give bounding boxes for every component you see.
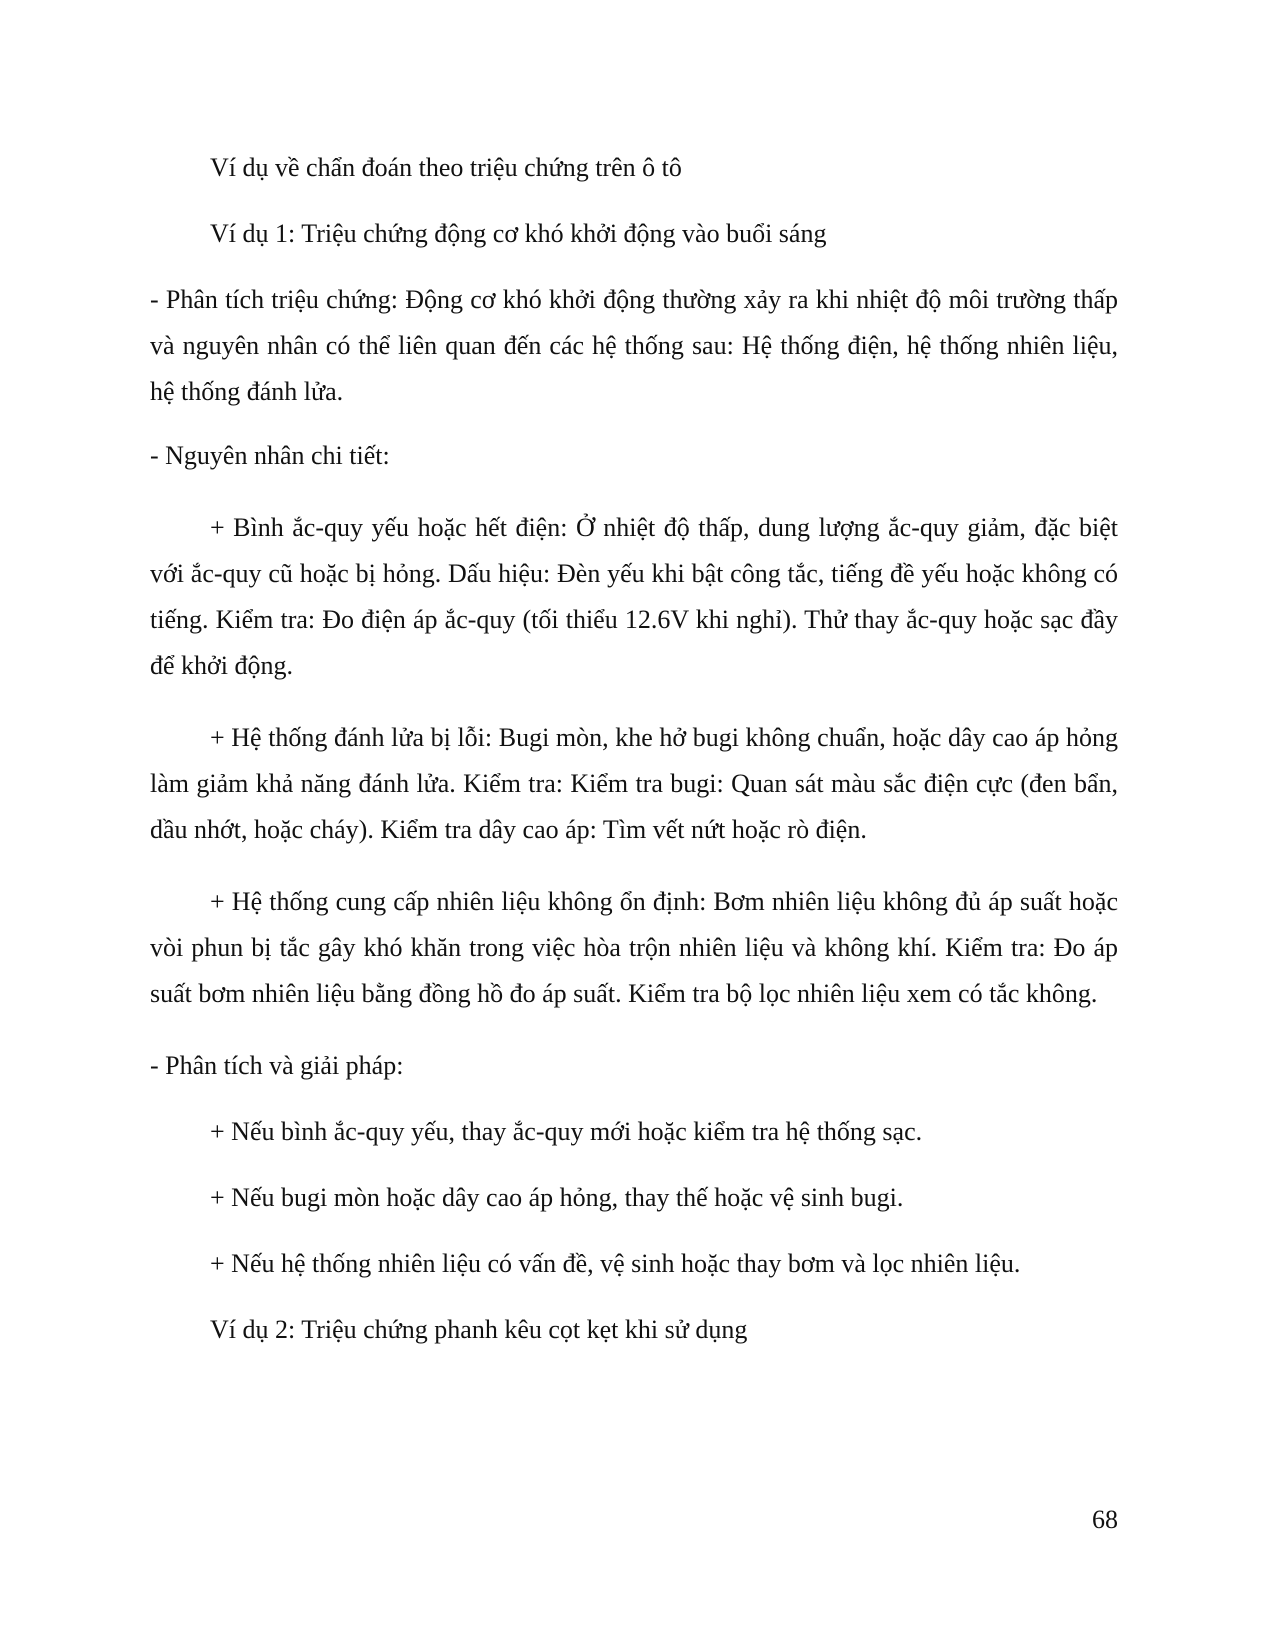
solution-battery-item: + Nếu bình ắc-quy yếu, thay ắc-quy mới hoặc kiểm tra hệ thống sạc. (210, 1117, 923, 1146)
cause-battery-paragraph: + Bình ắc-quy yếu hoặc hết điện: Ở nhiệt độ thấp, dung lượng ắc-quy giảm, đặc biệt với ắc-quy cũ hoặc bị hỏng. Dấu hiệu: Đèn yếu khi bật công tắc, tiếng đề yếu hoặc không có tiếng. Kiểm tra: Đo điện áp ắc-quy (tối thiểu 12.6V khi nghỉ). Thử thay ắc-quy hoặc sạc đầy để khởi động. (150, 513, 1118, 680)
example-2-title: Ví dụ 2: Triệu chứng phanh kêu cọt kẹt khi sử dụng (210, 1315, 748, 1344)
section-heading: Ví dụ về chẩn đoán theo triệu chứng trên ô tô (210, 153, 682, 182)
cause-ignition-paragraph: + Hệ thống đánh lửa bị lỗi: Bugi mòn, khe hở bugi không chuẩn, hoặc dây cao áp hỏng làm giảm khả năng đánh lửa. Kiểm tra: Kiểm tra bugi: Quan sát màu sắc điện cực (đen bẩn, dầu nhớt, hoặc cháy). Kiểm tra dây cao áp: Tìm vết nứt hoặc rò điện. (150, 723, 1118, 844)
page-number: 68 (1092, 1505, 1118, 1534)
solution-fuel-item: + Nếu hệ thống nhiên liệu có vấn đề, vệ sinh hoặc thay bơm và lọc nhiên liệu. (210, 1249, 1021, 1278)
example-1-title: Ví dụ 1: Triệu chứng động cơ khó khởi động vào buổi sáng (210, 219, 827, 248)
solutions-label: - Phân tích và giải pháp: (150, 1051, 404, 1080)
document-body (150, 145, 1118, 1353)
cause-fuel-paragraph: + Hệ thống cung cấp nhiên liệu không ổn định: Bơm nhiên liệu không đủ áp suất hoặc vòi phun bị tắc gây khó khăn trong việc hòa trộn nhiên liệu và không khí. Kiểm tra: Đo áp suất bơm nhiên liệu bằng đồng hồ đo áp suất. Kiểm tra bộ lọc nhiên liệu xem có tắc không. (150, 887, 1118, 1008)
symptom-analysis-paragraph: - Phân tích triệu chứng: Động cơ khó khởi động thường xảy ra khi nhiệt độ môi trường thấp và nguyên nhân có thể liên quan đến các hệ thống sau: Hệ thống điện, hệ thống nhiên liệu, hệ thống đánh lửa. (150, 285, 1118, 406)
detailed-causes-label: - Nguyên nhân chi tiết: (150, 441, 390, 470)
solution-ignition-item: + Nếu bugi mòn hoặc dây cao áp hỏng, thay thế hoặc vệ sinh bugi. (210, 1183, 904, 1212)
